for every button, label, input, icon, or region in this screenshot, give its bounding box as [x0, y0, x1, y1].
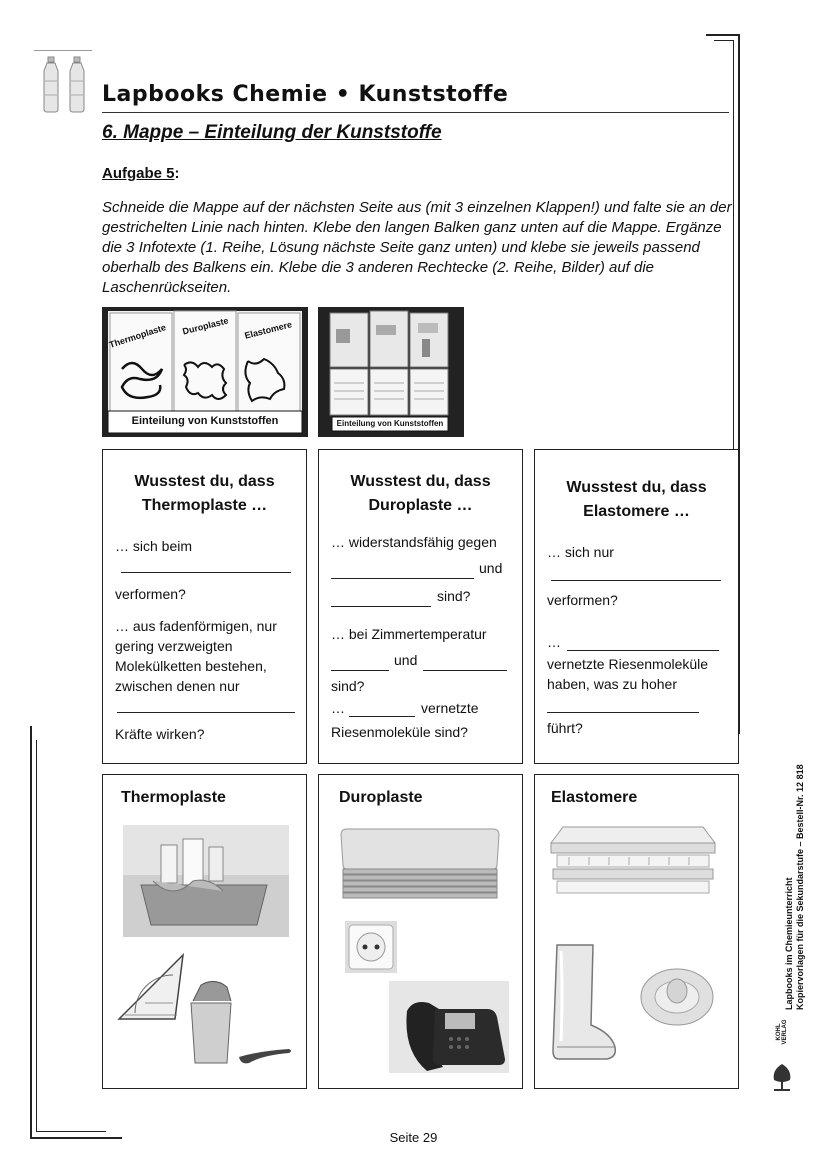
photo2-banner: Einteilung von Kunststoffen: [336, 419, 444, 428]
mattress-icon: [549, 821, 717, 905]
thermo-line-4: Kräfte wirken?: [115, 726, 205, 742]
info-card-duro-head: Wusstest du, dass Duroplaste …: [350, 473, 491, 514]
duro-blank-4[interactable]: [423, 670, 507, 671]
header-rule: [102, 112, 729, 113]
duro-line-1: … widerstandsfähig gegen: [331, 534, 497, 550]
photo1-label-thermo: Thermoplaste: [107, 322, 168, 350]
lapbook-photo-2: [318, 307, 464, 437]
thermo-blank-1[interactable]: [121, 572, 291, 573]
elasto-line-5: führt?: [547, 720, 583, 736]
thermo-line-1: … sich beim: [115, 538, 193, 554]
photo1-banner: Einteilung von Kunststoffen: [131, 415, 279, 427]
thermo-line-3: … aus fadenförmigen, nur gering verzweigten Molekülketten bestehen, zwischen denen nur: [115, 618, 277, 694]
info-card-duroplaste: [318, 449, 523, 764]
duro-line-6: sind?: [331, 678, 365, 694]
info-card-thermoplaste: [102, 449, 307, 764]
duro-line-2: und: [479, 560, 503, 576]
side-publication-info: [784, 710, 806, 1010]
info-card-elasto-head: Wusstest du, dass Elastomere …: [566, 479, 707, 520]
image-card-thermoplaste: [102, 774, 307, 1089]
brand-title: Lapbooks Chemie • Kunststoffe: [102, 82, 509, 107]
publisher-name: KOHL VERLAG: [776, 1019, 788, 1045]
duro-line-9: Riesenmoleküle sind?: [331, 724, 468, 740]
household-plastics-icon: [123, 825, 289, 937]
duro-line-3: sind?: [437, 588, 471, 604]
yogurt-cup-icon: [187, 979, 295, 1071]
frame-line-bottom-left-v2: [36, 740, 37, 1132]
power-socket-icon: [345, 921, 397, 973]
image-card-elasto-title: Elastomere: [551, 789, 638, 806]
elasto-line-3: …: [547, 634, 561, 650]
photo1-label-duro: Duroplaste: [181, 315, 230, 337]
page-number: Seite 29: [389, 1130, 438, 1145]
duro-line-5: und: [394, 652, 418, 668]
telephone-icon: [389, 981, 509, 1073]
set-square-icon: [115, 953, 187, 1023]
lapbook-photo-1: [102, 307, 308, 437]
lapbook-photo-2-drawing: [318, 307, 464, 437]
image-card-duroplaste: [318, 774, 523, 1089]
frame-line-bottom-left-v: [30, 726, 32, 1138]
duro-line-7: …: [331, 700, 345, 716]
frame-line-top-right-h: [706, 34, 740, 36]
task-label: [102, 165, 180, 182]
photo1-label-elasto: Elastomere: [243, 319, 294, 341]
thermo-line-2: verformen?: [115, 586, 186, 602]
thermo-blank-2[interactable]: [117, 712, 295, 713]
image-card-thermo-title: Thermoplaste: [121, 789, 226, 806]
side-line-1: Lapbooks im Chemieunterricht: [784, 877, 794, 1010]
page-title: 6. Mappe – Einteilung der Kunststoffe: [102, 122, 442, 143]
duro-blank-3[interactable]: [331, 670, 389, 671]
info-card-thermo-head: Wusstest du, dass Thermoplaste …: [134, 473, 275, 514]
duro-blank-1[interactable]: [331, 578, 474, 579]
elasto-blank-1[interactable]: [551, 580, 721, 581]
image-card-elastomere: [534, 774, 739, 1089]
elasto-line-4: vernetzte Riesenmoleküle haben, was zu hoher: [547, 656, 709, 692]
duro-line-4: … bei Zimmertemperatur: [331, 626, 487, 642]
tray-stack-icon: [337, 825, 503, 903]
task-instructions: Schneide die Mappe auf der nächsten Seite aus (mit 3 einzelnen Klappen!) und falte sie an der gestrichelten Linie nach hinten. Klebe den langen Balken ganz unten auf die Mappe. Ergänze die 3 Infotexte (1. Reihe, Lösung nächste Seite ganz unten) und klebe sie jeweils passend oberhalb des Balkens ein. Klebe die 3 anderen Rechtecke (2. Reihe, Bilder) auf die Laschenrückseiten.: [102, 199, 732, 296]
bottle-icon: [40, 55, 98, 113]
elasto-blank-2[interactable]: [567, 650, 719, 651]
image-card-duro-title: Duroplaste: [339, 789, 423, 806]
info-card-elastomere: [534, 449, 739, 764]
task-label-text: Aufgabe 5: [102, 165, 175, 182]
duro-line-8: vernetzte: [421, 700, 479, 716]
elasto-line-1: … sich nur: [547, 544, 614, 560]
duro-blank-5[interactable]: [349, 716, 415, 717]
elasto-blank-3[interactable]: [547, 712, 699, 713]
side-line-2: Kopiervorlagen für die Sekundarstufe – Bestell-Nr. 12 818: [795, 764, 805, 1010]
rubber-boot-icon: [547, 941, 619, 1065]
duro-blank-2[interactable]: [331, 606, 431, 607]
publisher-logo-icon: [770, 1062, 794, 1092]
condom-icon: [637, 961, 717, 1031]
frame-line-top-right-h2: [714, 40, 734, 41]
task-label-colon: :: [174, 165, 180, 182]
elasto-line-2: verformen?: [547, 592, 618, 608]
header-left-rule: [34, 50, 92, 51]
